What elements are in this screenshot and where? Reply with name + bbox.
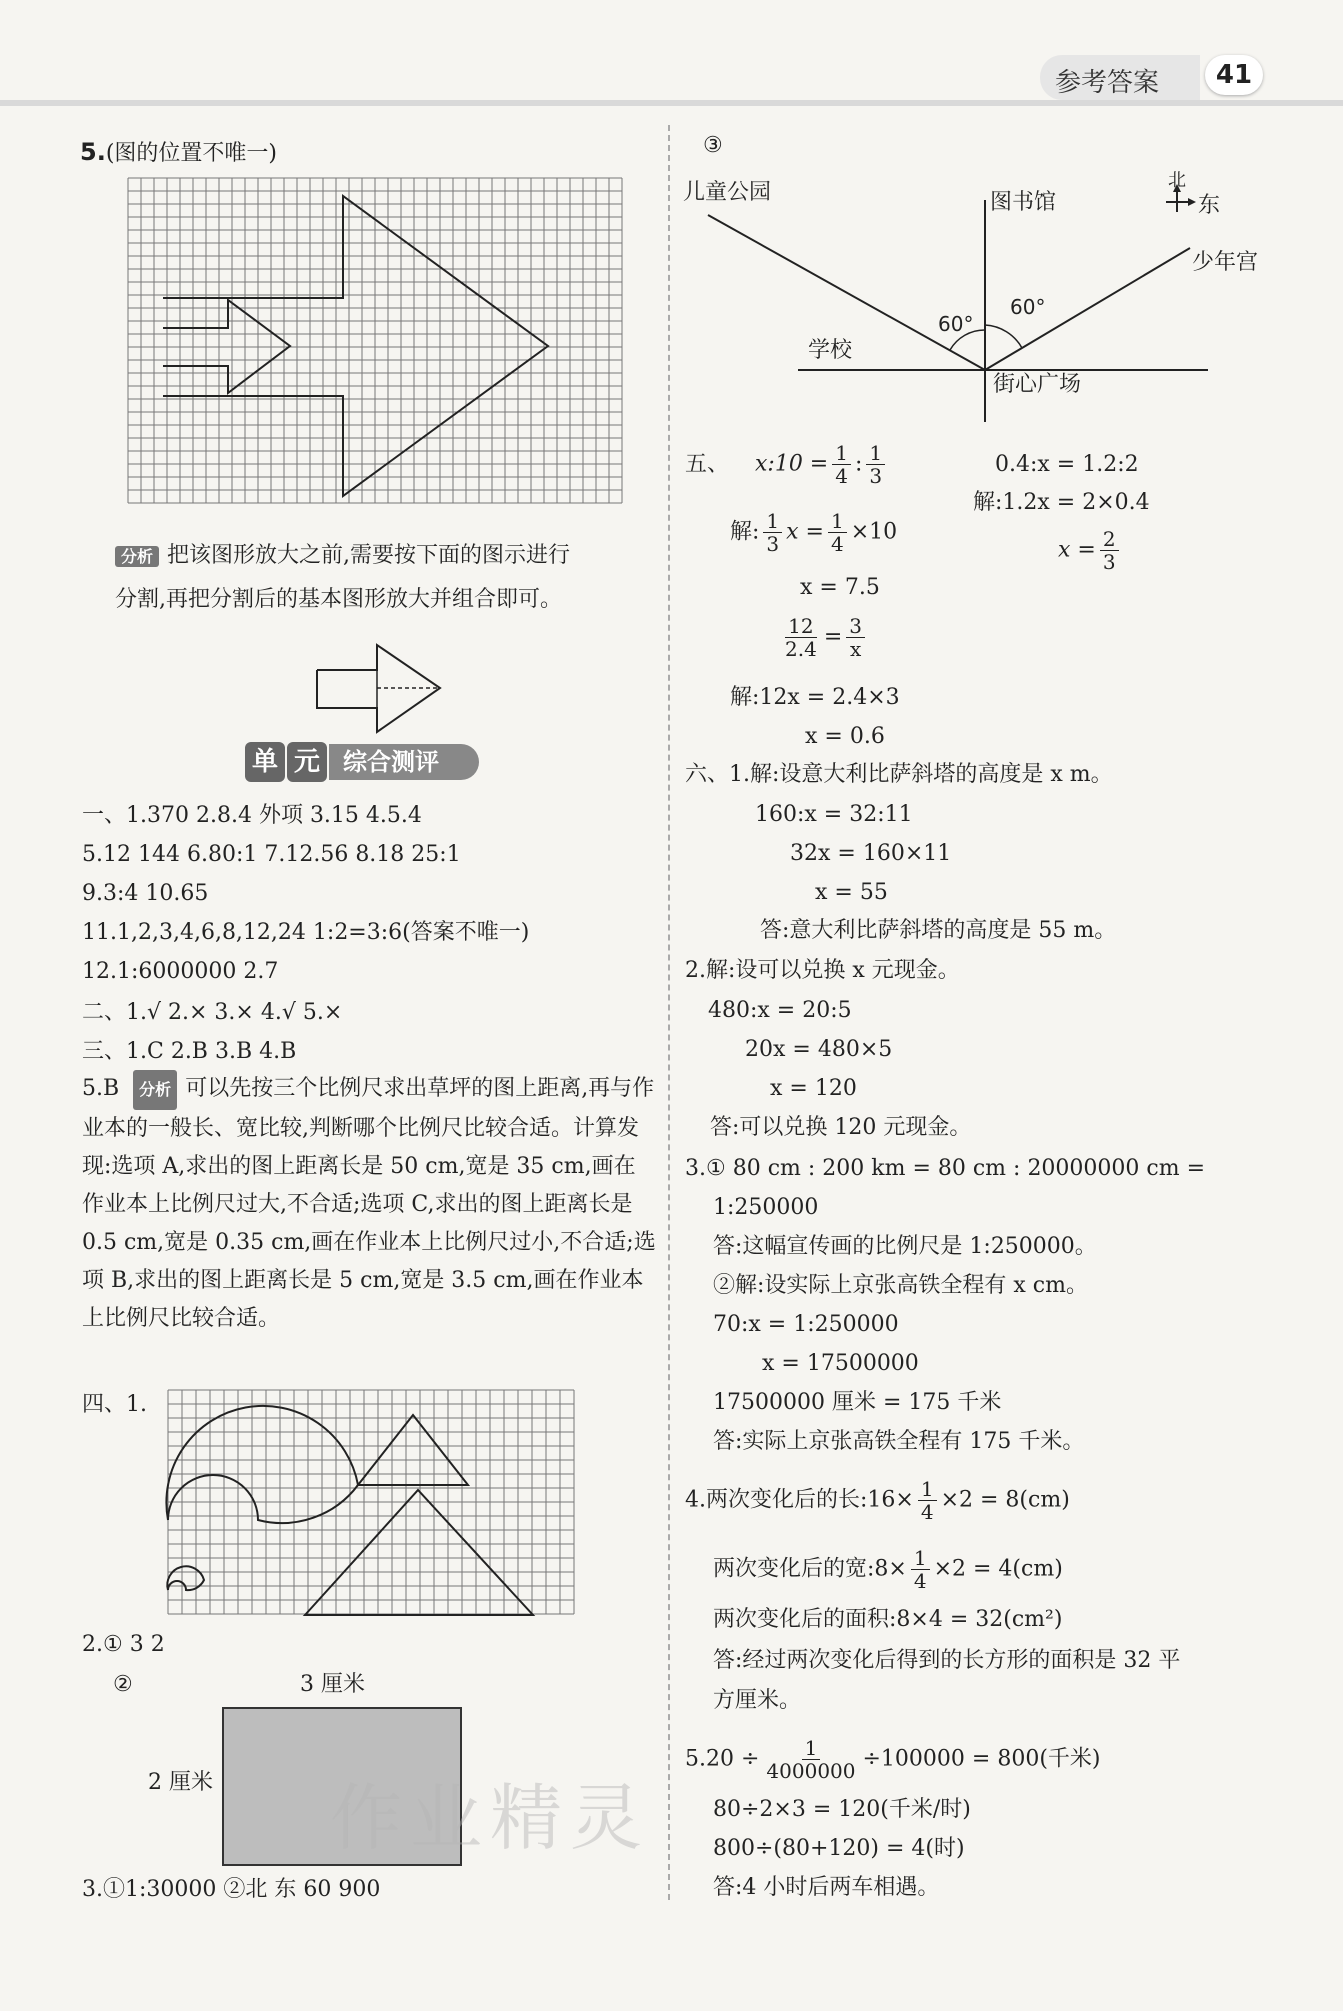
angle-arc-2 (985, 325, 1022, 348)
frac-1-3 (866, 442, 885, 487)
s6-q3-l2: 1:250000 (713, 1195, 819, 1220)
s6-q2-l3: x = 120 (770, 1076, 857, 1101)
grid-lines (168, 1390, 574, 1614)
label-angle-1: 60° (938, 312, 974, 336)
s1-line-2: 5.12 144 6.80:1 7.12.56 8.18 25:1 (82, 842, 461, 867)
s6-q1-answer: 答:意大利比萨斜塔的高度是 55 m。 (760, 918, 1117, 943)
unit-test-title (245, 742, 479, 786)
s1-line-4: 11.1,2,3,4,6,8,12,24 1:2=3:6(答案不唯一) (82, 920, 530, 945)
q5-line (80, 138, 277, 167)
frac-num: 1 (802, 1737, 821, 1760)
page-header (0, 0, 1343, 120)
s6-q1-l1: 160:x = 32:11 (755, 802, 913, 827)
s6-q3-l6: 17500000 厘米 = 175 千米 (713, 1390, 1002, 1415)
s5-sol1-result: x = 7.5 (800, 575, 880, 600)
sol-prefix: 解: (730, 519, 760, 545)
q5-label: 5. (80, 138, 106, 166)
s1-line-5: 12.1:6000000 2.7 (82, 959, 279, 984)
q5-note: (图的位置不唯一) (105, 141, 277, 166)
s6-q3-answer-2: 答:实际上京张高铁全程有 175 千米。 (713, 1429, 1085, 1454)
unit-title-box-1: 单 (245, 742, 285, 782)
s5-sol3-result: x = 0.6 (805, 724, 885, 749)
frac-den: 3 (869, 464, 883, 488)
s6-q3-l4: 70:x = 1:250000 (713, 1312, 899, 1337)
frac-1-4 (832, 442, 851, 487)
s5-sol1 (730, 510, 897, 555)
split-arrow-figure (315, 640, 455, 740)
s4-q2-line: 2.① 3 2 (82, 1632, 165, 1657)
frac-num: 12 (785, 615, 816, 638)
s3-line: 三、1.C 2.B 3.B 4.B (82, 1039, 297, 1064)
s4-label: 四、1. (82, 1392, 147, 1417)
analysis-tag: 分析 (115, 546, 159, 567)
s5-sol1-tail: ×10 (850, 519, 898, 545)
label-north: 北 (1168, 170, 1186, 191)
frac-1-4 (918, 1478, 937, 1523)
frac-den: 4 (920, 1500, 934, 1524)
s4-q2-sub: ② (113, 1672, 133, 1697)
label-east: 东 (1198, 193, 1221, 218)
s5-eq2: 0.4:x = 1.2:2 (995, 452, 1139, 477)
s6-q5-l2: 80÷2×3 = 120(千米/时) (713, 1797, 971, 1822)
frac-den: 4 (913, 1569, 927, 1593)
analysis-line-1 (115, 543, 570, 569)
analysis-text-1: 把该图形放大之前,需要按下面的图示进行 (167, 543, 571, 568)
s6-q5-t1: ÷100000 = 800(千米) (862, 1746, 1101, 1772)
s6-q3-l5: x = 17500000 (762, 1351, 919, 1376)
frac-den: 4 (835, 464, 848, 488)
s3-q5-tag: 分析 (133, 1070, 177, 1110)
circle-3-label: ③ (703, 133, 723, 158)
s1-line-3: 9.3:4 10.65 (82, 881, 209, 906)
frac-num: 1 (911, 1547, 930, 1570)
rect-top-label: 3 厘米 (300, 1672, 365, 1697)
compass-east-arrow (1188, 198, 1196, 206)
frac-den: x (849, 637, 862, 661)
frac-num: 1 (832, 442, 851, 465)
s6-q1-l3: x = 55 (815, 880, 888, 905)
frac-num: 1 (763, 510, 782, 533)
frac-1-3 (763, 510, 782, 555)
s3-q5-text: 可以先按三个比例尺求出草坪的图上距离,再与作业本的一般长、宽比较,判断哪个比例尺比较合适。计算发现:选项 A,求出的图上距离长是 50 cm,宽是 35 cm,画在作业本上比例尺过大,不合适;选项 C,求出的图上距离长是 0.5 cm,宽是 0.35 cm,画在作业本上比例尺过小,不合适;选项 B,求出的图上距离长是 5 cm,宽是 3.5 cm,画在作业本上比例尺比较合适。 (82, 1076, 656, 1331)
label-angle-2: 60° (1010, 295, 1046, 319)
frac-12-24 (782, 615, 820, 660)
s6-q3-answer-1: 答:这幅宣传画的比例尺是 1:250000。 (713, 1234, 1097, 1259)
frac-1-4 (911, 1547, 930, 1592)
s6-q5-p1: 5.20 ÷ (685, 1746, 760, 1772)
s5-sol1-mid: x = (786, 519, 824, 545)
s6-q2-l1: 480:x = 20:5 (708, 998, 852, 1023)
s6-q5-answer: 答:4 小时后两车相遇。 (713, 1875, 940, 1900)
rect-left-label: 2 厘米 (148, 1770, 213, 1795)
s6-q3-l3: ②解:设实际上京张高铁全程有 x cm。 (713, 1273, 1088, 1298)
unit-title-band: 综合测评 (329, 744, 479, 780)
page-number: 41 (1205, 55, 1263, 95)
s2-line: 二、1.√ 2.× 3.× 4.√ 5.× (82, 1000, 343, 1025)
frac-den: 2.4 (785, 637, 817, 661)
frac-1-4000000 (763, 1737, 858, 1782)
s6-q2: 2.解:设可以兑换 x 元现金。 (685, 958, 960, 983)
frac-num: 1 (918, 1478, 937, 1501)
s5-eq3-equals: = (823, 624, 843, 650)
s6-q4-l2 (713, 1547, 1063, 1592)
s6-q4-l3: 两次变化后的面积:8×4 = 32(cm²) (713, 1607, 1063, 1632)
large-curve (166, 1406, 358, 1523)
frac-num: 2 (1100, 528, 1119, 551)
s5-sol2-prefix: x = (1058, 537, 1096, 563)
s5-eq1-lhs: x:10 = (755, 451, 829, 477)
frac-den: 3 (766, 532, 780, 556)
s3-q5-label: 5.B (82, 1076, 120, 1101)
enlarged-arrow-grid (128, 178, 628, 508)
s5-sol2-result (1058, 528, 1123, 573)
s6-q4-answer-2: 方厘米。 (713, 1688, 802, 1713)
analysis-line-2: 分割,再把分割后的基本图形放大并组合即可。 (115, 587, 562, 612)
unit-title-box-2: 元 (287, 742, 327, 782)
frac-den: 3 (1102, 550, 1116, 574)
s3-q5-paragraph (82, 1070, 657, 1338)
watermark: 作业精灵 (330, 1776, 651, 1860)
s5-eq1 (755, 442, 889, 487)
frac-2-3 (1100, 528, 1119, 573)
header-rule (0, 100, 1343, 106)
s5-eq1-colon: : (854, 451, 863, 477)
header-title: 参考答案 (1055, 68, 1160, 98)
s4-q3-line: 3.①1:30000 ②北 东 60 900 (82, 1877, 381, 1902)
column-divider (668, 125, 670, 1900)
s6-q4-p1: 4.两次变化后的长:16× (685, 1487, 914, 1513)
s6-q2-answer: 答:可以兑换 120 元现金。 (710, 1115, 972, 1140)
small-curve (167, 1566, 204, 1590)
frac-num: 1 (828, 510, 847, 533)
frac-num: 1 (866, 442, 885, 465)
s5-sol3: 解:12x = 2.4×3 (730, 685, 900, 710)
s6-q4-l1 (685, 1478, 1070, 1523)
s6-q5-l3: 800÷(80+120) = 4(时) (713, 1836, 965, 1861)
s6-q4-p2: 两次变化后的宽:8× (713, 1556, 907, 1582)
frac-den: 4000000 (766, 1759, 856, 1783)
label-palace: 少年宫 (1192, 250, 1259, 275)
s6-q3-l1: 3.① 80 cm : 200 km = 80 cm : 20000000 cm = (685, 1156, 1206, 1181)
s1-line-1: 一、1.370 2.8.4 外项 3.15 4.5.4 (82, 803, 422, 828)
frac-1-4 (828, 510, 847, 555)
s6-q1-l2: 32x = 160×11 (790, 841, 952, 866)
s6-q4-t2: ×2 = 4(cm) (933, 1556, 1063, 1582)
s5-label: 五、 (685, 452, 730, 477)
label-square: 街心广场 (993, 372, 1082, 397)
frac-num: 3 (846, 615, 865, 638)
s6-q4-answer-1: 答:经过两次变化后得到的长方形的面积是 32 平 (713, 1648, 1181, 1673)
s6-q5-l1 (685, 1737, 1101, 1782)
grid-lines (128, 178, 622, 503)
s5-eq3 (778, 615, 869, 660)
label-school: 学校 (808, 338, 853, 363)
frac-3-x (846, 615, 865, 660)
curve-triangle-grid (168, 1390, 588, 1620)
label-park: 儿童公园 (683, 180, 772, 205)
large-triangle (305, 1490, 533, 1615)
s6-q4-t1: ×2 = 8(cm) (940, 1487, 1070, 1513)
s6-q1: 六、1.解:设意大利比萨斜塔的高度是 x m。 (685, 762, 1113, 787)
s6-q2-l2: 20x = 480×5 (745, 1037, 893, 1062)
frac-den: 4 (831, 532, 844, 556)
label-library: 图书馆 (990, 190, 1057, 215)
s5-sol2: 解:1.2x = 2×0.4 (973, 490, 1150, 515)
